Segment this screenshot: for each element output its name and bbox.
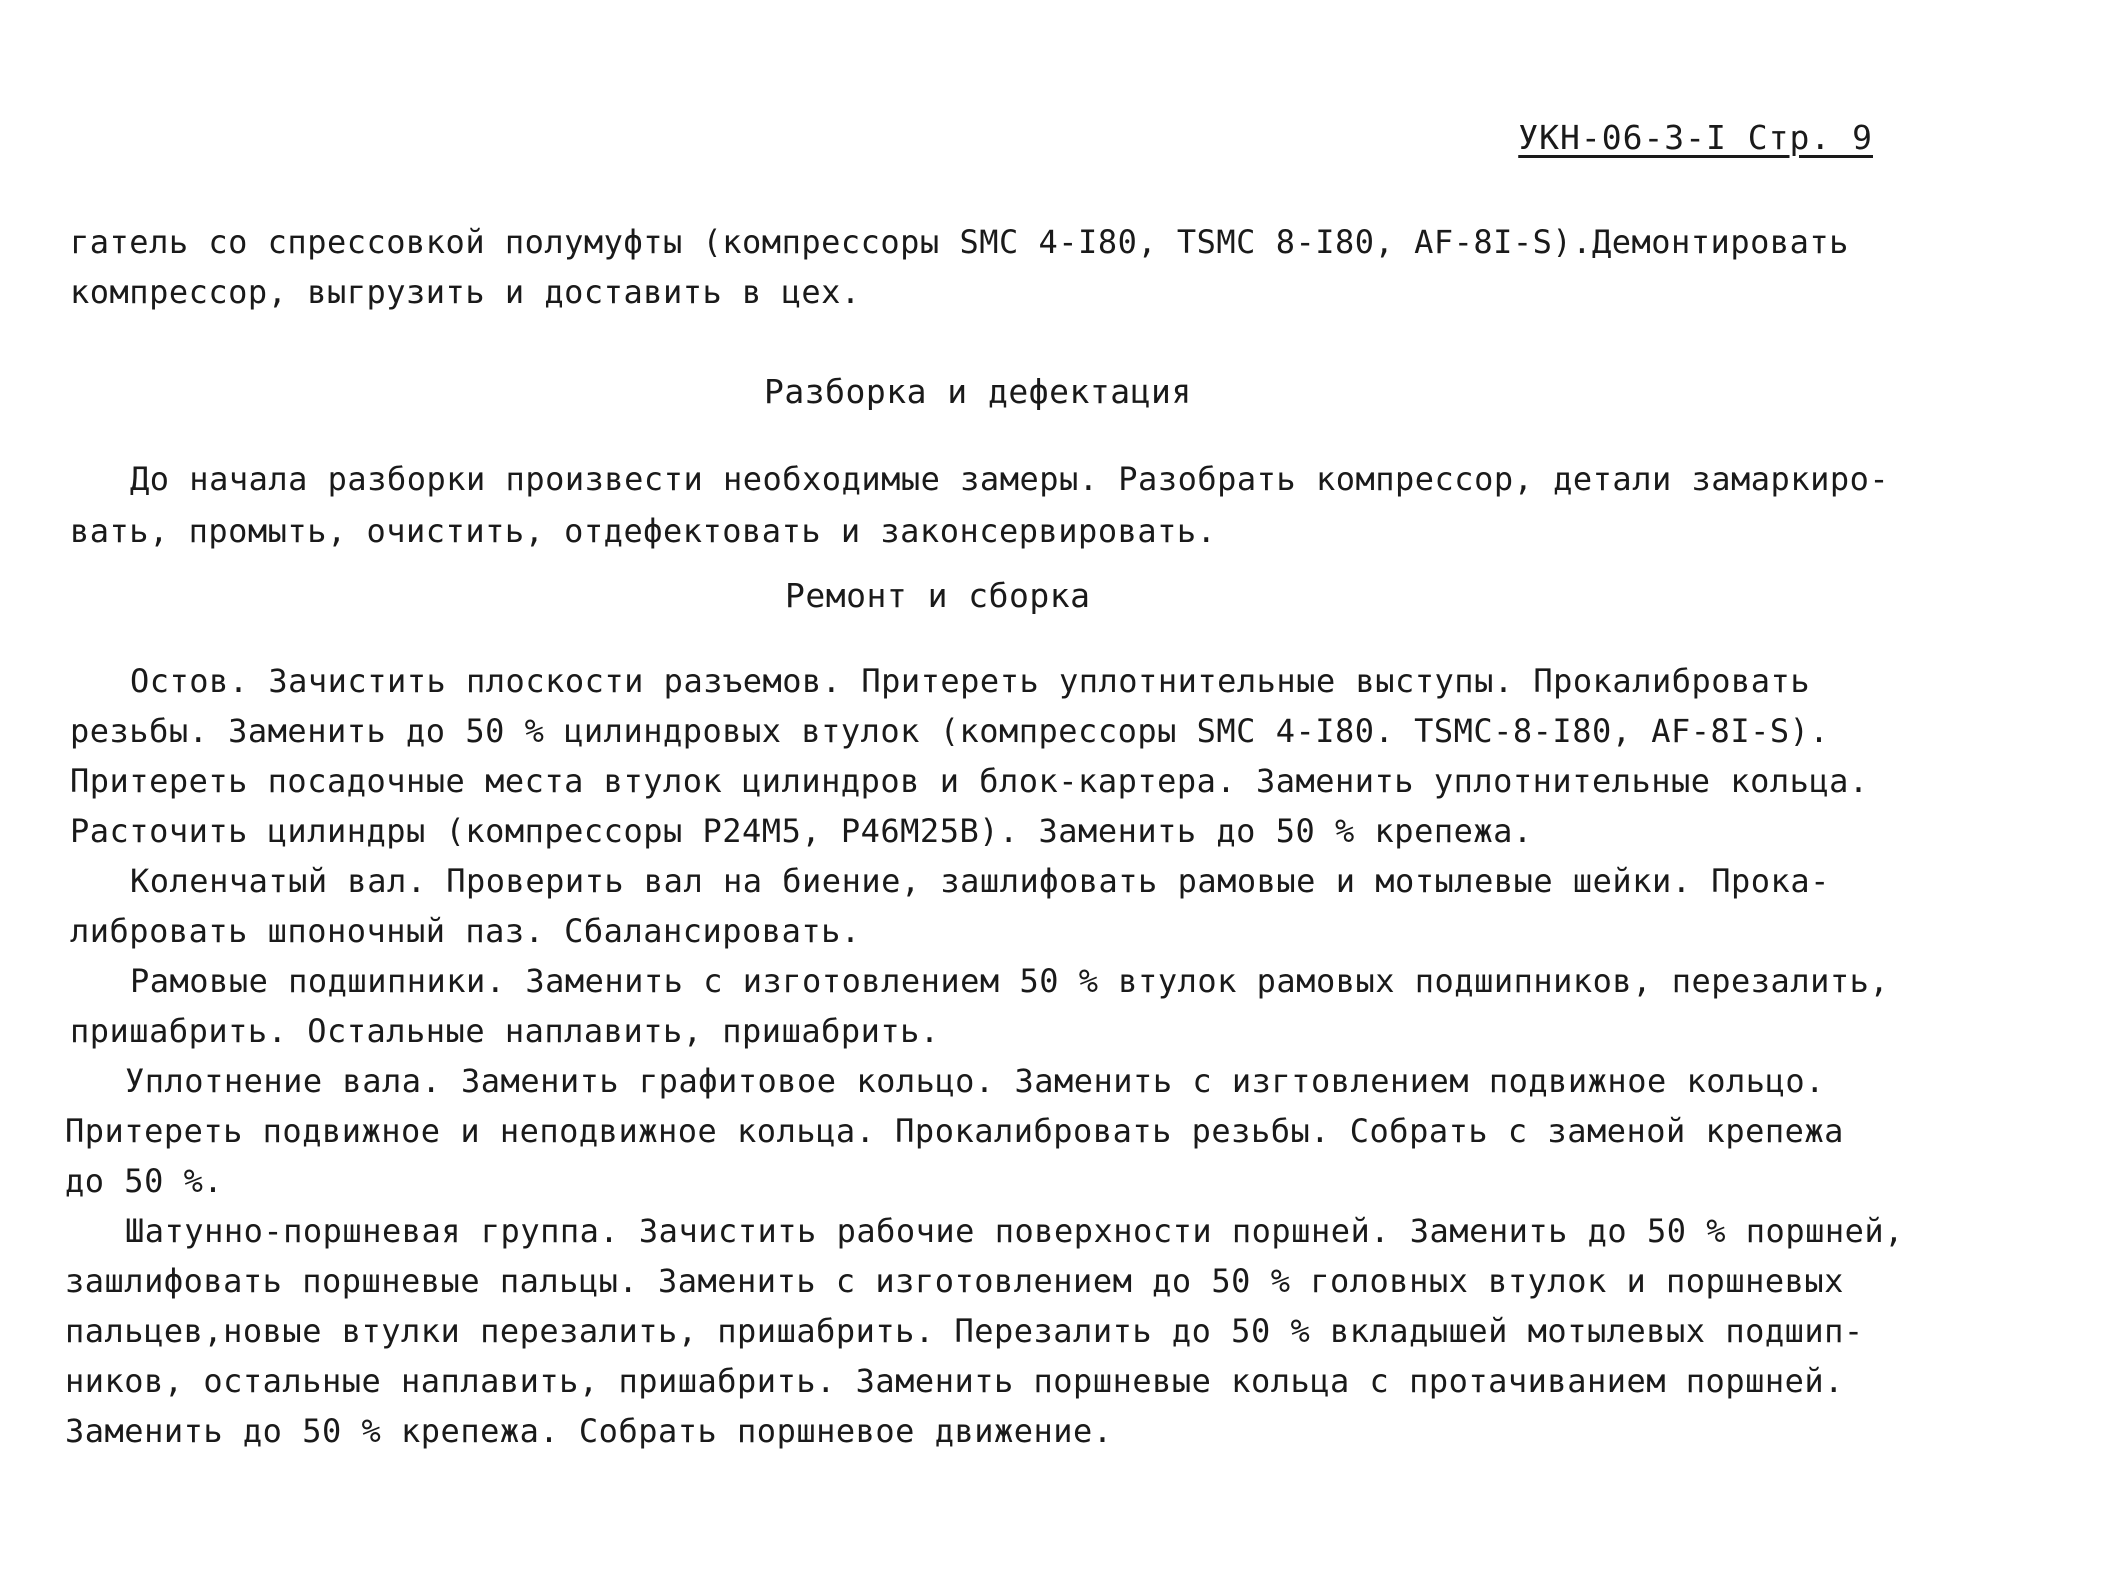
intro-line-1: гатель со спрессовкой полумуфты (компрессоры SMC 4-I80, TSMC 8-I80, AF-8I-S).Демонтировать	[70, 223, 1849, 261]
section-title-disassembly: Разборка и дефектация	[764, 372, 1192, 411]
intro-line-2: компрессор, выгрузить и доставить в цех.	[70, 273, 861, 311]
p5-line-1: Шатунно-поршневая группа. Зачистить рабочие поверхности поршней. Заменить до 50 % поршней,	[125, 1212, 1904, 1250]
p5-line-2: зашлифовать поршневые пальцы. Заменить с изготовлением до 50 % головных втулок и поршневых	[65, 1262, 1844, 1300]
p5-line-4: ников, остальные наплавить, пришабрить. Заменить поршневые кольца с протачиванием поршней.	[65, 1362, 1844, 1400]
p1-line-1: Остов. Зачистить плоскости разъемов. Притереть уплотнительные выступы. Прокалибровать	[130, 662, 1811, 700]
p2-line-1: Коленчатый вал. Проверить вал на биение, зашлифовать рамовые и мотылевые шейки. Прока-	[130, 862, 1830, 900]
p4-line-3: до 50 %.	[65, 1162, 224, 1200]
p1-line-3: Притереть посадочные места втулок цилиндров и блок-картера. Заменить уплотнительные кольца.	[70, 762, 1869, 800]
p5-line-5: Заменить до 50 % крепежа. Собрать поршневое движение.	[65, 1412, 1113, 1450]
section1-line-1: До начала разборки произвести необходимые замеры. Разобрать компрессор, детали замаркиро-	[130, 460, 1890, 498]
section1-line-2: вать, промыть, очистить, отдефектовать и законсервировать.	[70, 512, 1217, 550]
section-title-repair: Ремонт и сборка	[785, 576, 1091, 615]
p5-line-3: пальцев,новые втулки перезалить, пришабрить. Перезалить до 50 % вкладышей мотылевых подшип-	[65, 1312, 1864, 1350]
p2-line-2: либровать шпоночный паз. Сбалансировать.	[70, 912, 861, 950]
p3-line-1: Рамовые подшипники. Заменить с изготовлением 50 % втулок рамовых подшипников, перезалить,	[130, 962, 1890, 1000]
p4-line-2: Притереть подвижное и неподвижное кольца. Прокалибровать резьбы. Собрать с заменой крепежа	[65, 1112, 1844, 1150]
page-reference: УКН-06-3-I Стр. 9	[1518, 118, 1873, 157]
p1-line-4: Расточить цилиндры (компрессоры P24M5, P46M25B). Заменить до 50 % крепежа.	[70, 812, 1533, 850]
p1-line-2: резьбы. Заменить до 50 % цилиндровых втулок (компрессоры SMC 4-I80. TSMC-8-I80, AF-8I-S).	[70, 712, 1830, 750]
p3-line-2: пришабрить. Остальные наплавить, пришабрить.	[70, 1012, 940, 1050]
p4-line-1: Уплотнение вала. Заменить графитовое кольцо. Заменить с изгтовлением подвижное кольцо.	[125, 1062, 1825, 1100]
